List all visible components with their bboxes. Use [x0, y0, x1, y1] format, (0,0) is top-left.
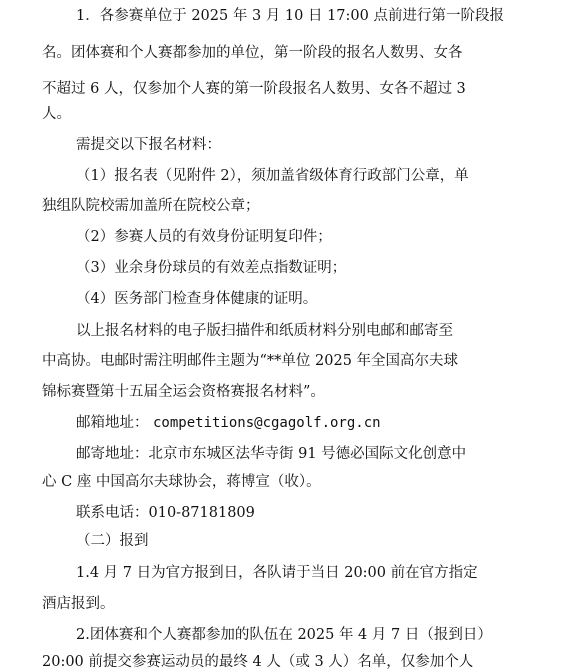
paragraph-line: 以上报名材料的电子版扫描件和纸质材料分别电邮和邮寄至: [76, 323, 453, 339]
paragraph-line: 酒店报到。: [42, 596, 115, 612]
paragraph-line: 不超过 6 人，仅参加个人赛的第一阶段报名人数男、女各不超过 3: [42, 81, 466, 97]
paragraph-line: 20:00 前提交参赛运动员的最终 4 人（或 3 人）名单，仅参加个人: [42, 654, 474, 670]
paragraph-line: 2.团体赛和个人赛都参加的队伍在 2025 年 4 月 7 日（报到日）: [76, 627, 492, 643]
paragraph-line: 1.4 月 7 日为官方报到日，各队请于当日 20:00 前在官方指定: [76, 565, 478, 581]
paragraph-line: 名。团体赛和个人赛都参加的单位，第一阶段的报名人数男、女各: [42, 45, 463, 61]
section-label: 需提交以下报名材料：: [76, 137, 221, 153]
contact-phone: 联系电话：010-87181809: [76, 505, 255, 521]
list-item: （3）业余身份球员的有效差点指数证明；: [76, 260, 347, 276]
list-item-continuation: 独组队院校需加盖所在院校公章；: [42, 198, 260, 214]
mailing-address-line: 心 C 座 中国高尔夫球协会，蒋博宣（收）。: [42, 474, 321, 490]
paragraph-line: 锦标赛暨第十五届全运会资格赛报名材料”。: [42, 384, 325, 400]
section-heading: （二）报到: [76, 533, 149, 549]
mailing-address-line: 邮寄地址：北京市东城区法华寺街 91 号德必国际文化创意中: [76, 446, 467, 462]
paragraph-line: 1．各参赛单位于 2025 年 3 月 10 日 17:00 点前进行第一阶段报: [76, 8, 504, 24]
list-item: （1）报名表（见附件 2），须加盖省级体育行政部门公章，单: [76, 168, 469, 184]
paragraph-line: 人。: [42, 106, 71, 122]
list-item: （4）医务部门检查身体健康的证明。: [76, 291, 318, 307]
email-address: competitions@cgagolf.org.cn: [153, 415, 381, 431]
paragraph-line: 中高协。电邮时需注明邮件主题为“**单位 2025 年全国高尔夫球: [42, 353, 459, 369]
list-item: （2）参赛人员的有效身份证明复印件；: [76, 229, 332, 245]
email-label: 邮箱地址：: [76, 415, 149, 431]
